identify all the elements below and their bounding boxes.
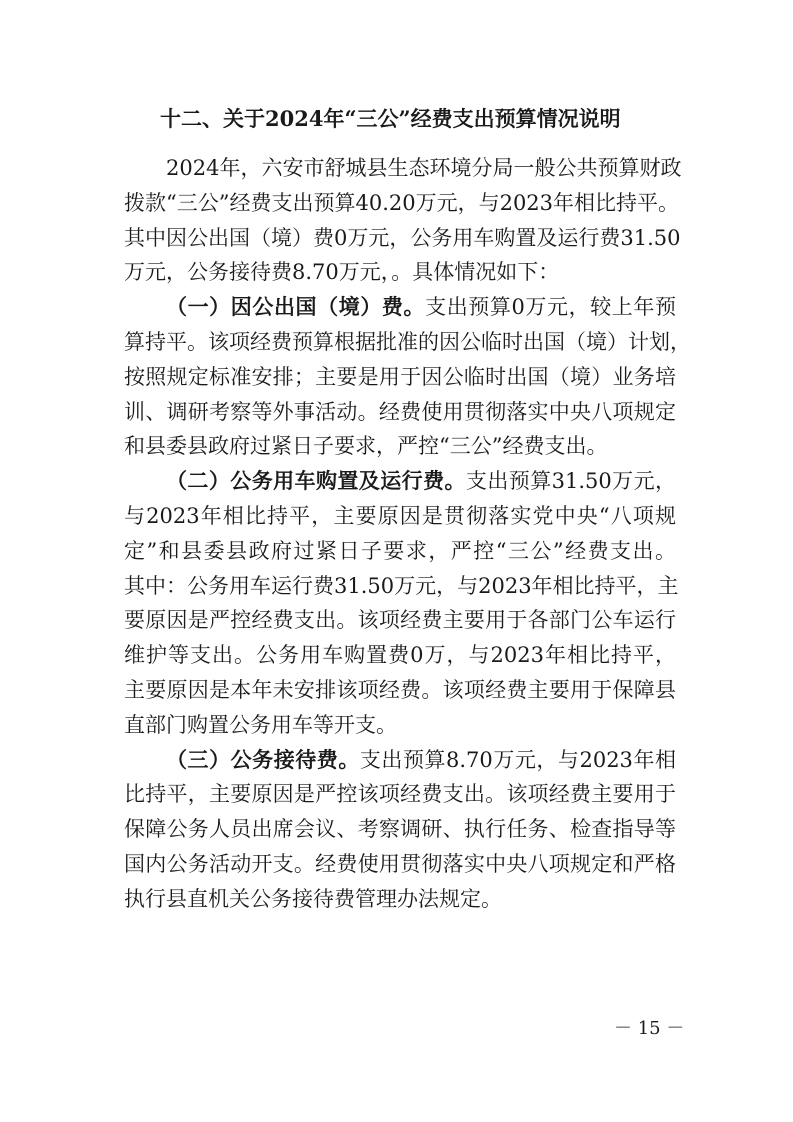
text-line [166,743,676,777]
text-line: 比持平，主要原因是严控该项经费支出。该项经费主要用于 [124,782,676,806]
text-line: 其中：公务用车运行费31.50万元，与2023年相比持平，主 [124,574,679,598]
text-line [166,464,676,498]
text-line [166,290,676,324]
text-line: 训、调研考察等外事活动。经费使用贯彻落实中央八项规定 [124,400,676,424]
text-line: 维护等支出。公务用车购置费0万，与2023年相比持平， [124,643,676,667]
text-run: 支出预算0万元，较上年预 [425,295,676,319]
text-line: 保障公务人员出席会议、考察调研、执行任务、检查指导等 [124,817,676,841]
text-line: 算持平。该项经费预算根据批准的因公临时出国（境）计划， [124,330,691,354]
paragraph-lead: （一）因公出国（境）费。 [166,294,426,319]
text-run: 支出预算31.50万元， [465,469,676,493]
text-line: 按照规定标准安排；主要是用于因公临时出国（境）业务培 [124,365,676,389]
text-line: 国内公务活动开支。经费使用贯彻落实中央八项规定和严格 [124,852,676,876]
text-run: 支出预算8.70万元，与2023年相 [359,748,676,772]
text-line: 和县委县政府过紧日子要求，严控“三公”经费支出。 [124,434,608,458]
text-line: 其中因公出国（境）费0万元，公务用车购置及运行费31.50 [124,226,681,250]
paragraph-lead: （三）公务接待费。 [166,747,360,772]
section-heading: 十二、关于2024年“三公”经费支出预算情况说明 [160,106,621,131]
text-line: 万元，公务接待费8.70万元，。具体情况如下： [124,260,560,284]
text-line: 拨款“三公”经费支出预算40.20万元，与2023年相比持平。 [124,191,680,215]
text-line: 定”和县委县政府过紧日子要求，严控“三公”经费支出。 [124,539,676,563]
page-number: － 15 － [614,1018,685,1039]
text-line: 2024年，六安市舒城县生态环境分局一般公共预算财政 [166,156,682,180]
text-line: 直部门购置公务用车等开支。 [124,713,397,737]
paragraph-lead: （二）公务用车购置及运行费。 [166,468,466,493]
text-line: 要原因是严控经费支出。该项经费主要用于各部门公车运行 [124,608,676,632]
text-line: 主要原因是本年未安排该项经费。该项经费主要用于保障县 [124,678,676,702]
text-line: 与2023年相比持平，主要原因是贯彻落实党中央“八项规 [124,504,676,528]
text-line: 执行县直机关公务接待费管理办法规定。 [124,887,502,911]
